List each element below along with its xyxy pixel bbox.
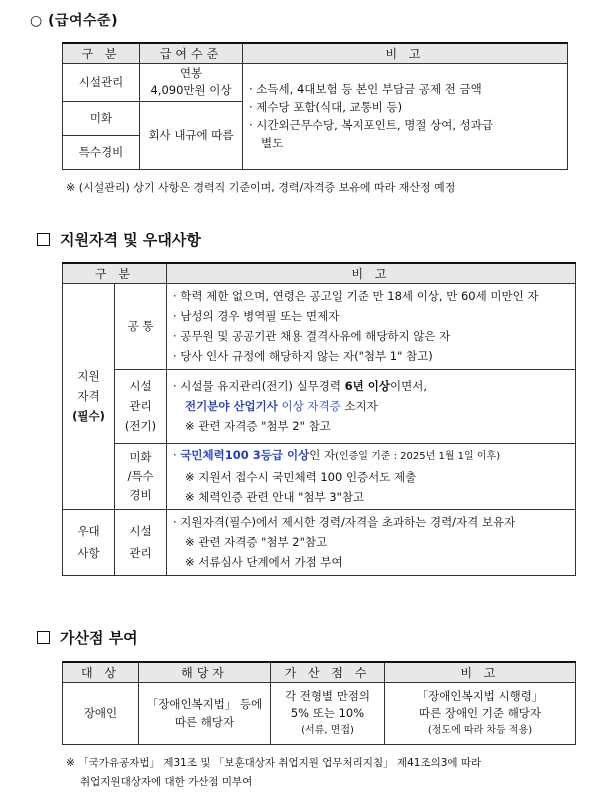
detail-line: ※ 관련 자격증 "첨부 2" 참고 — [185, 419, 331, 433]
remark-line: 별도 — [261, 136, 284, 150]
bonus-section-title — [37, 627, 138, 648]
row-label: 관리 — [129, 546, 152, 560]
detail-line: ※ 서류심사 단계에서 가점 부여 — [185, 555, 343, 569]
group-label: 자격 — [77, 389, 100, 403]
header-category: 구 분 — [63, 43, 140, 63]
header-remarks: 비 고 — [167, 263, 576, 283]
category-cell: 미화 — [63, 101, 140, 135]
common-detail-cell — [167, 283, 576, 369]
preferred-detail-cell — [167, 509, 576, 575]
remarks-cell — [385, 682, 576, 744]
group-label: 사항 — [77, 546, 100, 560]
salary-section-title: ○ (급여수준) — [30, 13, 118, 29]
group-label: 우대 — [77, 524, 100, 538]
detail-text: · 시설물 유지관리(전기) 실무경력 — [173, 379, 345, 393]
bullet: · — [173, 448, 181, 462]
bonus-note: 취업지원대상자에 대한 가산점 미부여 — [80, 776, 253, 788]
qualification-section-title — [37, 229, 201, 250]
bonus-note: ※ 「국가유공자법」 제31조 및 「보훈대상자 취업지원 업무처리지침」 제41조의3에 따라 — [66, 757, 482, 769]
license-highlight: 전기분야 산업기사 — [185, 399, 278, 413]
detail-line: ※ 체력인증 관련 안내 "첨부 3"참고 — [185, 490, 365, 504]
table-header-row — [63, 263, 576, 283]
cleaning-detail-cell — [167, 443, 576, 509]
row-label: 시설 — [129, 524, 152, 538]
detail-line: · 지원자격(필수)에서 제시한 경력/자격을 초과하는 경력/자격 보유자 — [173, 515, 516, 529]
header-category: 구 분 — [63, 263, 167, 283]
group-label: 지원 — [77, 369, 100, 383]
row-label: 경비 — [129, 487, 152, 502]
table-row — [63, 509, 576, 575]
required-group-cell — [63, 283, 115, 509]
detail-text: 이면서, — [390, 379, 427, 393]
fitness-highlight: 국민체력100 3등급 이상 — [180, 448, 310, 462]
salary-text: 연봉 — [179, 66, 203, 80]
cell-line: 따른 장애인 기준 해당자 — [418, 705, 542, 720]
facility-detail-cell — [167, 369, 576, 443]
remark-line: · 시간외근무수당, 복지포인트, 명절 상여, 성과급 — [249, 118, 493, 132]
header-remarks: 비 고 — [243, 43, 568, 63]
detail-line — [173, 376, 575, 396]
bonus-table — [62, 661, 576, 745]
category-cell: 시설관리 — [63, 63, 140, 101]
cell-line: (정도에 따라 차등 적용) — [427, 724, 533, 736]
table-row — [63, 63, 568, 101]
qualification-table — [62, 262, 576, 576]
eligible-cell — [139, 682, 271, 744]
target-cell: 장애인 — [63, 682, 139, 744]
row-label: 시설 — [129, 379, 152, 393]
detail-line — [173, 396, 575, 416]
facility-label-cell — [115, 369, 167, 443]
section-title-text: 지원자격 및 우대사항 — [60, 231, 201, 249]
cell-line: 각 전형별 만점의 — [284, 688, 371, 703]
detail-line: · 남성의 경우 병역필 또는 면제자 — [173, 309, 340, 323]
cell-line: (서류, 면접) — [301, 724, 354, 736]
detail-line: · 당사 인사 규정에 해당하지 않는 자("첨부 1" 참고) — [173, 349, 433, 363]
row-label: (전기) — [124, 419, 157, 433]
checkbox-square-icon — [37, 631, 50, 644]
table-row — [63, 443, 576, 509]
salary-cell — [140, 63, 243, 101]
cleaning-label-cell — [115, 443, 167, 509]
table-row — [63, 682, 576, 744]
detail-line: ※ 관련 자격증 "첨부 2"참고 — [185, 535, 328, 549]
cell-line: 「장애인복지법」 등에 — [146, 697, 263, 711]
header-eligible: 해당자 — [139, 662, 271, 682]
row-label: /특수 — [127, 468, 154, 483]
preferred-group-cell — [63, 509, 115, 575]
table-header-row — [63, 43, 568, 63]
points-cell — [271, 682, 385, 744]
group-label: (필수) — [72, 409, 105, 423]
common-label-cell: 공 통 — [115, 283, 167, 369]
detail-text: 인 자 — [309, 448, 336, 462]
detail-text: 이상 자격증 — [277, 399, 345, 413]
cell-line: 5% 또는 10% — [290, 705, 365, 720]
header-target: 대 상 — [63, 662, 139, 682]
header-salary: 급여수준 — [140, 43, 243, 63]
salary-note: ※ (시설관리) 상기 사항은 경력직 기준이며, 경력/자격증 보유에 따라 재산정 예정 — [66, 181, 456, 194]
section-title-text: 가산점 부여 — [60, 629, 138, 647]
salary-cell: 회사 내규에 따름 — [140, 101, 243, 169]
remark-line: · 제수당 포함(식대, 교통비 등) — [249, 100, 403, 114]
table-row — [63, 283, 576, 369]
salary-table — [62, 42, 568, 170]
category-cell: 특수경비 — [63, 135, 140, 169]
detail-line: · 공무원 및 공공기관 채용 결격사유에 해당하지 않은 자 — [173, 329, 451, 343]
row-label: 관리 — [129, 399, 152, 413]
detail-text: 소지자 — [344, 399, 378, 413]
detail-line: · 학력 제한 없으며, 연령은 공고일 기준 만 18세 이상, 만 60세 미만인 자 — [173, 289, 539, 303]
remark-line: · 소득세, 4대보험 등 본인 부담금 공제 전 금액 — [249, 82, 482, 96]
salary-text: 4,090만원 이상 — [150, 83, 232, 97]
row-label: 미화 — [129, 449, 152, 464]
preferred-label-cell — [115, 509, 167, 575]
checkbox-square-icon — [37, 233, 50, 246]
cell-line: 「장애인복지법 시행령」 — [416, 688, 544, 703]
remarks-cell — [243, 63, 568, 169]
detail-line — [173, 445, 575, 467]
header-points: 가 산 점 수 — [271, 662, 385, 682]
table-row — [63, 369, 576, 443]
detail-line: ※ 지원서 접수시 국민체력 100 인증서도 제출 — [185, 470, 417, 484]
table-header-row — [63, 662, 576, 682]
cell-line: 따른 해당자 — [174, 715, 235, 729]
experience-highlight: 6년 이상 — [344, 379, 391, 393]
header-remarks: 비 고 — [385, 662, 576, 682]
detail-small-text: (인증일 기준 : 2025년 1월 1일 이후) — [335, 451, 501, 462]
